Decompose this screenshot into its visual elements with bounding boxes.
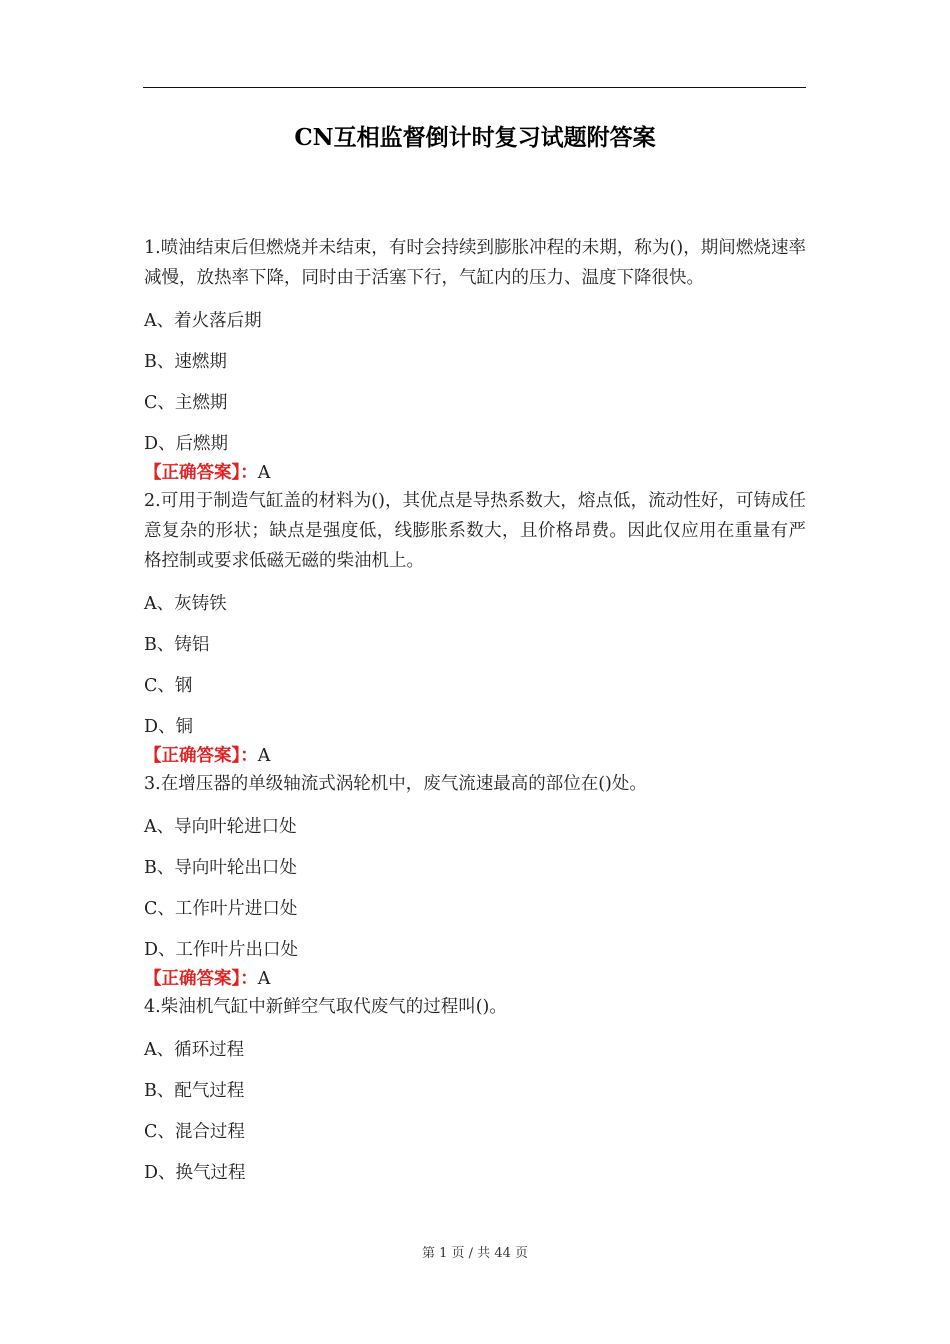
question-text: 1.喷油结束后但燃烧并未结束，有时会持续到膨胀冲程的未期，称为()，期间燃烧速率减慢，放热率下降，同时由于活塞下行，气缸内的压力、温度下降很快。 <box>144 238 806 288</box>
option-b: B、铸铝 <box>144 635 210 655</box>
question-text: 4.柴油机气缸中新鲜空气取代废气的过程叫()。 <box>144 997 507 1017</box>
question-text: 2.可用于制造气缸盖的材料为()，其优点是导热系数大，熔点低，流动性好，可铸成任意复杂的形状；缺点是强度低，线膨胀系数大，且价格昂费。因此仅应用在重量有严格控制或要求低磁无磁的柴油机上。 <box>144 491 806 571</box>
answer-label: 【正确答案】： <box>144 463 258 483</box>
answer-value: A <box>257 746 271 766</box>
option-c: C、钢 <box>144 676 193 696</box>
option-d: D、铜 <box>144 717 194 737</box>
document-title: CN互相监督倒计时复习试题附答案 <box>294 124 656 151</box>
option-a: A、循环过程 <box>144 1040 245 1060</box>
option-b: B、配气过程 <box>144 1081 245 1101</box>
question-list <box>144 233 806 1186</box>
answer-value: A <box>257 969 271 989</box>
option-a: A、灰铸铁 <box>144 594 227 614</box>
answer-line <box>144 457 806 486</box>
question-3 <box>144 769 806 992</box>
option-a: A、着火落后期 <box>144 311 262 331</box>
option-c: C、主燃期 <box>144 393 228 413</box>
option-b: B、导向叶轮出口处 <box>144 858 297 878</box>
option-d: D、工作叶片出口处 <box>144 940 299 960</box>
answer-line <box>144 740 806 769</box>
question-text: 3.在增压器的单级轴流式涡轮机中，废气流速最高的部位在()处。 <box>144 774 647 794</box>
question-2 <box>144 486 806 769</box>
page-number-footer: 第 1 页 / 共 44 页 <box>422 1246 528 1261</box>
question-4 <box>144 992 806 1186</box>
option-d: D、换气过程 <box>144 1163 246 1183</box>
header-rule <box>143 87 806 88</box>
answer-label: 【正确答案】： <box>144 746 258 766</box>
answer-line <box>144 963 806 992</box>
answer-label: 【正确答案】： <box>144 969 258 989</box>
question-1 <box>144 233 806 486</box>
option-b: B、速燃期 <box>144 352 227 372</box>
option-d: D、后燃期 <box>144 434 229 454</box>
option-c: C、工作叶片进口处 <box>144 899 298 919</box>
option-c: C、混合过程 <box>144 1122 245 1142</box>
answer-value: A <box>257 463 271 483</box>
option-a: A、导向叶轮进口处 <box>144 817 297 837</box>
